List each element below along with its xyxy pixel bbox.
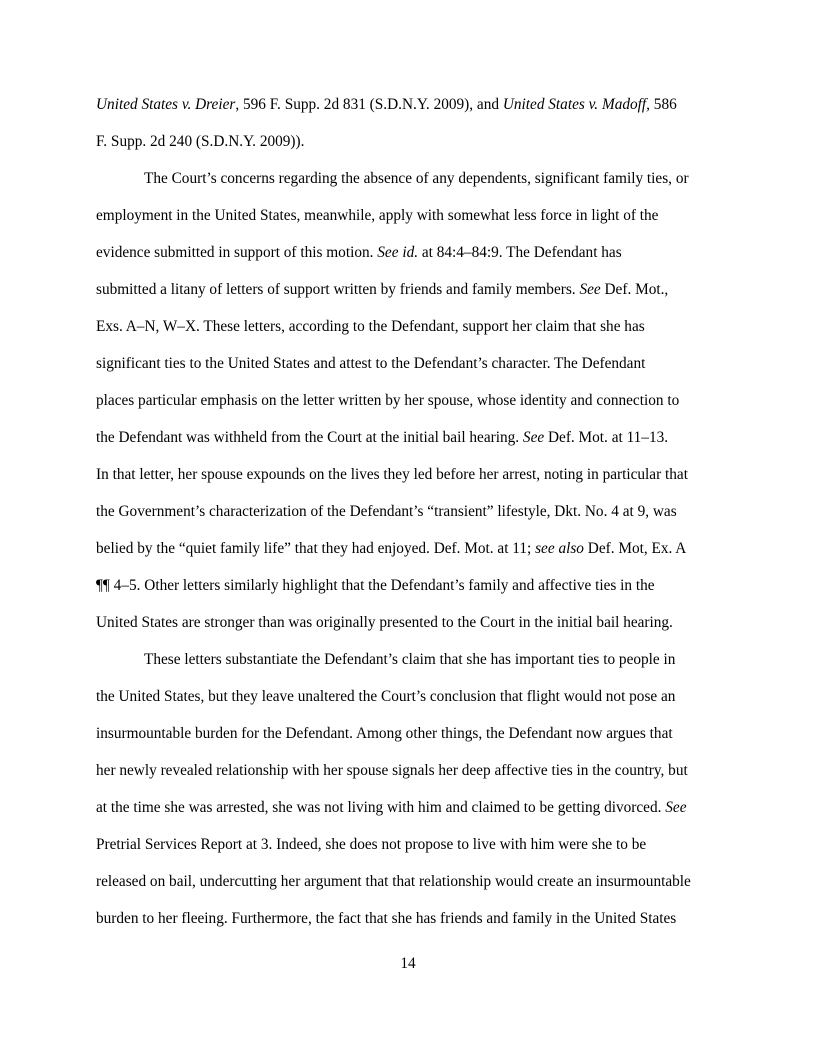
text-line-15: United States are stronger than was originally presented to the Court in the initial bail hearing. [96,614,673,631]
text-line-6: submitted a litany of letters of support written by friends and family members. See Def. Mot., [96,281,669,298]
text-line-16: These letters substantiate the Defendant’s claim that she has important ties to people in [144,651,676,668]
text-line-11: In that letter, her spouse expounds on the lives they led before her arrest, noting in particular that [96,466,688,483]
text-line-18: insurmountable burden for the Defendant. Among other things, the Defendant now argues that [96,725,673,742]
text-line-1: United States v. Dreier, 596 F. Supp. 2d 831 (S.D.N.Y. 2009), and United States v. Madoff, 586 [96,96,677,113]
text-line-21: Pretrial Services Report at 3. Indeed, she does not propose to live with him were she to be [96,836,647,853]
text-line-17: the United States, but they leave unaltered the Court’s conclusion that flight would not pose an [96,688,676,705]
text-line-22: released on bail, undercutting her argument that that relationship would create an insurmountable [96,873,691,890]
text-line-9: places particular emphasis on the letter written by her spouse, whose identity and connection to [96,392,680,409]
text-line-8: significant ties to the United States and attest to the Defendant’s character. The Defendant [96,355,646,372]
text-line-14: ¶¶ 4–5. Other letters similarly highlight that the Defendant’s family and affective ties in the [96,577,655,594]
text-line-2: F. Supp. 2d 240 (S.D.N.Y. 2009)). [96,133,305,150]
text-line-23: burden to her fleeing. Furthermore, the fact that she has friends and family in the United States [96,910,677,927]
signal-word: see also [535,540,584,557]
case-name: United States v. Dreier [96,96,236,113]
signal-word: See [522,429,545,446]
signal-word: See [579,281,601,298]
case-name: United States v. Madoff, [502,96,650,113]
signal-word: See [665,799,687,816]
text-line-5: evidence submitted in support of this motion. See id. at 84:4–84:9. The Defendant has [96,244,622,261]
text-line-19: her newly revealed relationship with her spouse signals her deep affective ties in the country, but [96,762,688,779]
text-line-13: belied by the “quiet family life” that they had enjoyed. Def. Mot. at 11; see also Def. Mot, Ex. A [96,540,687,557]
text-line-7: Exs. A–N, W–X. These letters, according to the Defendant, support her claim that she has [96,318,645,335]
text-line-12: the Government’s characterization of the Defendant’s “transient” lifestyle, Dkt. No. 4 at 9, was [96,503,677,520]
signal-word: See id. [377,244,419,261]
text-line-3: The Court’s concerns regarding the absence of any dependents, significant family ties, or [144,170,689,187]
page-number: 14 [400,955,416,972]
text-line-10: the Defendant was withheld from the Court at the initial bail hearing. See Def. Mot. at 11–13. [96,429,669,446]
text-line-20: at the time she was arrested, she was not living with him and claimed to be getting divorced. See [96,799,687,816]
text-line-4: employment in the United States, meanwhile, apply with somewhat less force in light of the [96,207,659,224]
